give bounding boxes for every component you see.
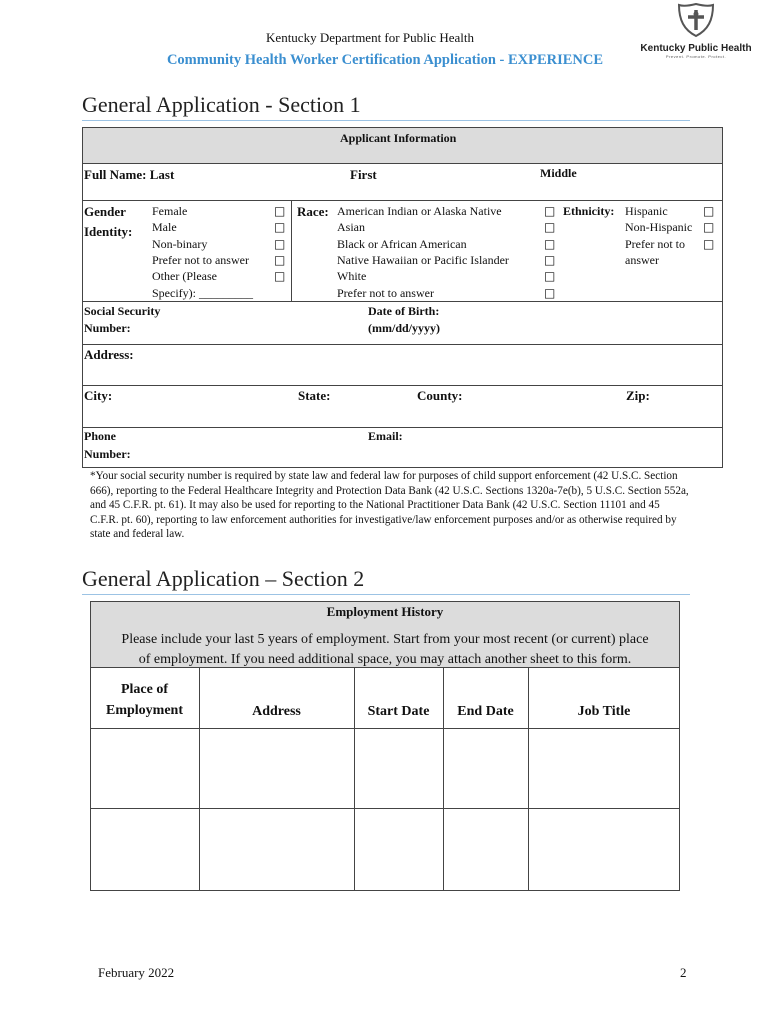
race-checkbox[interactable]: □ [544, 252, 556, 267]
employment-table [90, 667, 680, 891]
page-number: 2 [680, 965, 687, 980]
department-name: Kentucky Department for Public Health [266, 30, 474, 45]
logo-tagline: Prevent. Promote. Protect. [665, 54, 727, 59]
col-divider-1 [199, 667, 200, 891]
gender-checkbox[interactable]: □ [274, 252, 286, 267]
zip-label: Zip: [626, 388, 650, 403]
gender-checkbox[interactable]: □ [274, 236, 286, 251]
middle-name-label: Middle [540, 166, 577, 180]
col-address-label: Address [252, 704, 301, 719]
ssn-label: Social Security [84, 304, 161, 318]
shield-logo-icon [676, 2, 716, 38]
ethnicity-option-label: Non-Hispanic [625, 220, 693, 235]
col-divider-2 [354, 667, 355, 891]
col-end-date-label: End Date [457, 704, 514, 719]
race-option-label: Prefer not to answer [337, 285, 434, 300]
gender-option-label: Other (Please [152, 269, 217, 284]
phone-label: Phone [84, 429, 117, 443]
section1-rule [82, 120, 690, 121]
first-name-label: First [350, 167, 377, 182]
address-row[interactable] [82, 344, 723, 386]
logo-text: Kentucky Public Health [640, 43, 752, 54]
section2-rule [82, 594, 690, 595]
form-title: Community Health Worker Certification Application - EXPERIENCE [166, 52, 604, 68]
demographics-divider [291, 200, 292, 302]
race-checkbox[interactable]: □ [544, 220, 556, 235]
employment-history-header: Employment History [326, 604, 444, 619]
race-checkbox[interactable]: □ [544, 269, 556, 284]
dob-format-label: (mm/dd/yyyy) [368, 321, 440, 335]
gender-option-label: Specify): _________ [152, 285, 253, 300]
gender-checkbox[interactable]: □ [274, 204, 286, 218]
dob-label: Date of Birth: [368, 304, 440, 318]
race-checkbox[interactable]: □ [544, 204, 556, 218]
full-name-row[interactable] [82, 163, 723, 201]
col-employment-label: Employment [106, 703, 183, 718]
race-option-label: Asian [337, 220, 365, 235]
col-divider-4 [528, 667, 529, 891]
address-label: Address: [84, 347, 134, 362]
applicant-info-header: Applicant Information [340, 131, 457, 145]
col-place-of-label: Place of [120, 682, 169, 697]
ethnicity-label: Ethnicity: [563, 204, 615, 218]
full-name-label: Full Name: Last [84, 167, 175, 182]
race-option-label: Native Hawaiian or Pacific Islander [337, 252, 509, 267]
employment-instructions-line1: Please include your last 5 years of employment. Start from your most recent (or current) place [121, 632, 649, 647]
gender-option-label: Non-binary [152, 236, 208, 251]
ethnicity-option-label: answer [625, 252, 659, 267]
race-option-label: Black or African American [337, 236, 467, 251]
race-checkbox[interactable]: □ [544, 285, 556, 300]
ssn-number-label: Number: [84, 321, 131, 335]
phone-number-label: Number: [84, 447, 131, 461]
gender-label: Gender [84, 204, 126, 219]
ethnicity-option-label: Prefer not to [625, 236, 685, 251]
ethnicity-checkbox[interactable]: □ [703, 204, 715, 218]
section2-title: General Application – Section 2 [82, 566, 365, 591]
footer-date: February 2022 [98, 965, 175, 980]
col-divider-3 [443, 667, 444, 891]
gender-checkbox[interactable]: □ [274, 220, 286, 235]
employment-header-rule [90, 728, 680, 729]
ethnicity-option-label: Hispanic [625, 204, 668, 218]
gender-option-label: Female [152, 204, 188, 218]
race-label: Race: [297, 204, 329, 219]
race-checkbox[interactable]: □ [544, 236, 556, 251]
ssn-disclosure-note: *Your social security number is required by state law and federal law for purposes of child support enforcement (42 U.S.C. Section 666), reporting to the Federal Healthcare Integrity and Protection Data Bank (42 U.S.C. Sections 1320a-7e(b), 5 U.S.C. Section 552a, and 45 C.F.R. pt. 61). It may also be used for reporting to the National Practitioner Data Bank (42 U.S.C. Section 11101 and 45 C.F.R. pt. 60), reporting to law enforcement authorities for investigative/law enforcement purposes and/or as otherwise required by state and federal law. [90, 470, 689, 540]
ethnicity-checkbox[interactable]: □ [703, 236, 715, 251]
identity-label: Identity: [84, 224, 133, 239]
email-label: Email: [368, 429, 403, 443]
county-label: County: [417, 388, 463, 403]
kentucky-public-health-logo [640, 2, 752, 62]
gender-option-label: Prefer not to answer [152, 252, 249, 267]
gender-checkbox[interactable]: □ [274, 269, 286, 284]
employment-row-rule [90, 808, 680, 809]
section1-title: General Application - Section 1 [82, 92, 361, 117]
state-label: State: [298, 388, 331, 403]
gender-option-label: Male [152, 220, 177, 235]
employment-instructions-line2: of employment. If you need additional space, you may attach another sheet to this form. [138, 652, 632, 666]
ethnicity-checkbox[interactable]: □ [703, 220, 715, 235]
col-job-title-label: Job Title [577, 704, 631, 719]
race-option-label: American Indian or Alaska Native [337, 204, 502, 218]
col-start-date-label: Start Date [367, 704, 430, 719]
race-option-label: White [337, 269, 367, 284]
city-label: City: [84, 388, 113, 403]
